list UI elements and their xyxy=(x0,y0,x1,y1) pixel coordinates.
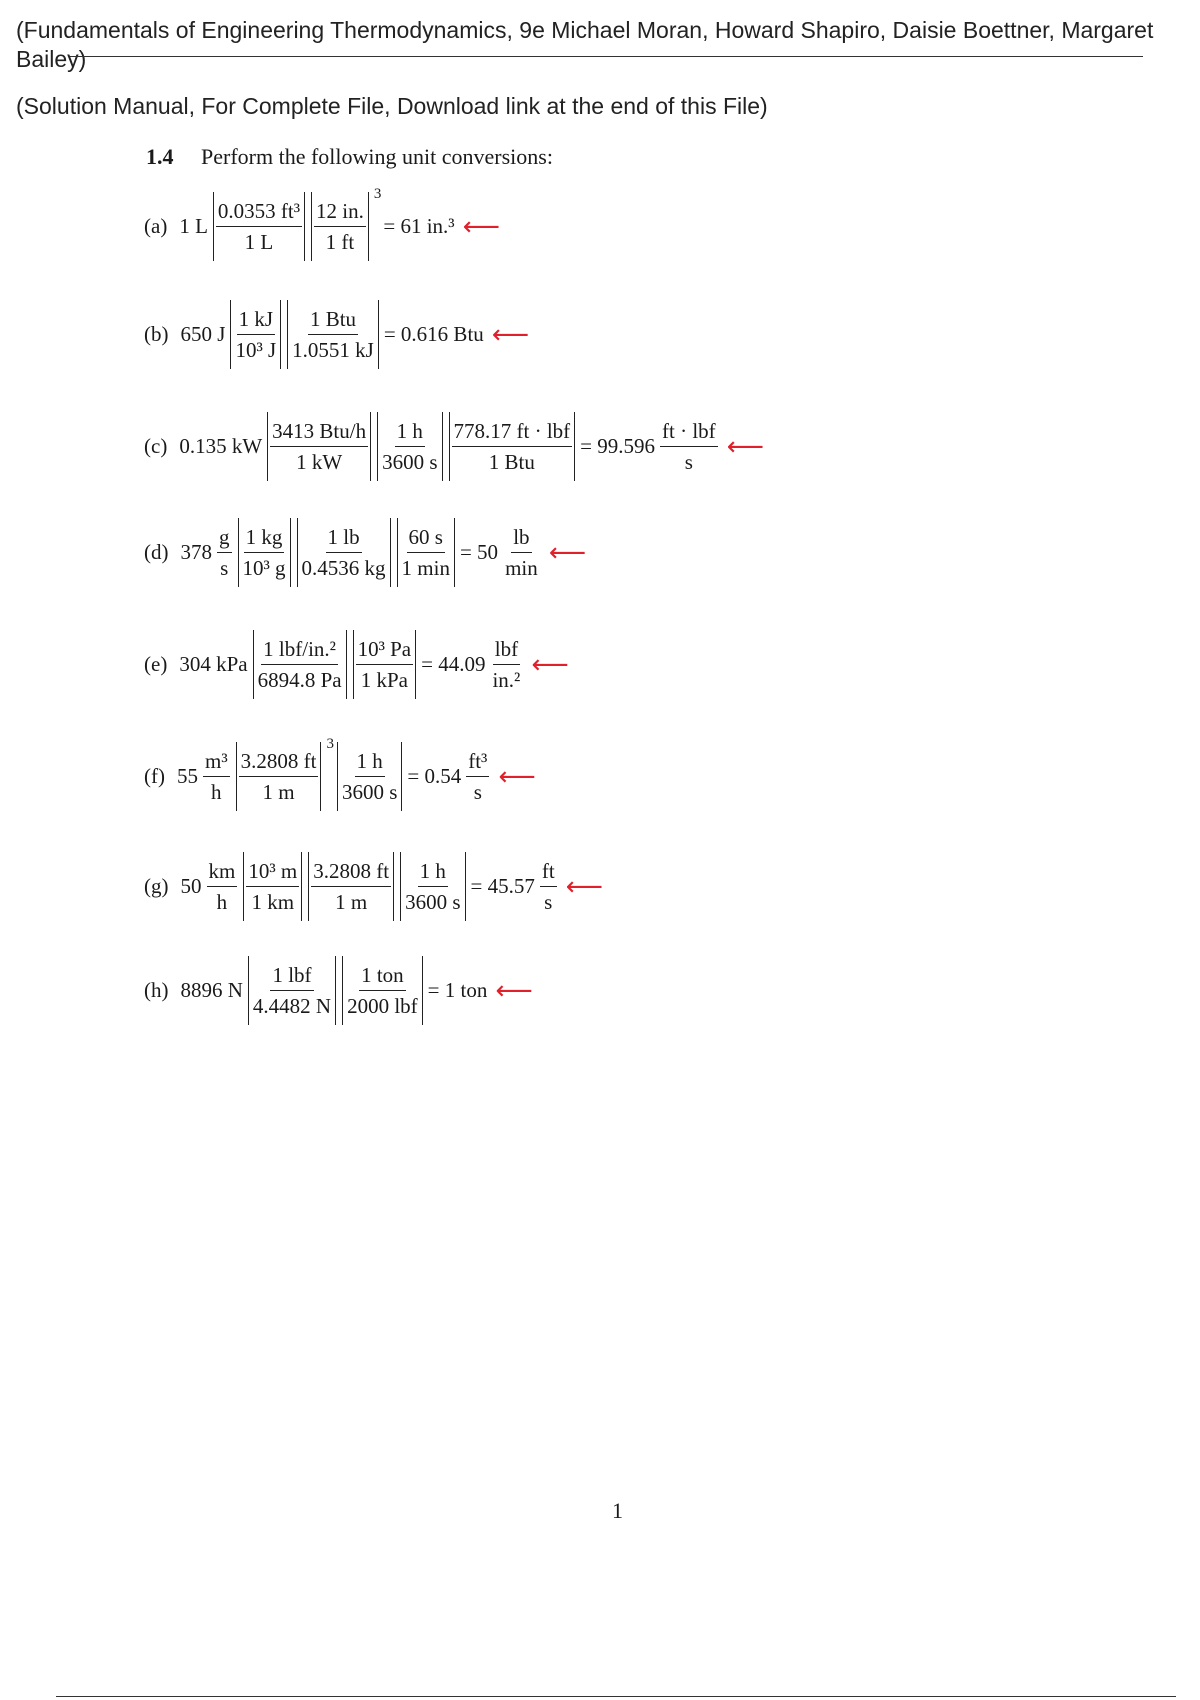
given-quantity: 8896 N xyxy=(180,978,243,1002)
factor-denominator: 1 m xyxy=(262,780,295,804)
given-quantity: 650 J xyxy=(180,322,226,346)
factor-denominator: 1 m xyxy=(335,890,368,914)
conversion-factor xyxy=(337,742,402,811)
conversion-factor xyxy=(230,300,281,369)
result-unit xyxy=(660,416,718,477)
result-unit xyxy=(503,522,540,583)
part-label: (f) xyxy=(144,764,165,788)
solution-manual-note: (Solution Manual, For Complete File, Download link at the end of this File) xyxy=(16,93,768,119)
factor-numerator: 1 kg xyxy=(244,522,285,553)
part-label: (h) xyxy=(144,978,169,1002)
part-label: (b) xyxy=(144,322,169,346)
factor-numerator: 3.2808 ft xyxy=(311,856,391,887)
unit-denominator: min xyxy=(505,556,538,580)
unit-denominator: s xyxy=(684,450,693,474)
conversion-factor xyxy=(397,518,455,587)
part-label: (e) xyxy=(144,652,168,676)
factor-denominator: 10³ g xyxy=(242,556,286,580)
conversion-factor xyxy=(238,518,291,587)
conversion-factor xyxy=(213,192,305,261)
answer-arrow-icon: ⟵ xyxy=(498,761,536,792)
document-header-line2: Bailey) xyxy=(16,46,87,72)
conversion-factor xyxy=(400,852,465,921)
conversion-f xyxy=(144,736,536,811)
factor-denominator: 3600 s xyxy=(405,890,461,914)
result-value: = 45.57 xyxy=(470,874,535,898)
conversion-factor xyxy=(342,956,423,1025)
conversion-factor xyxy=(353,630,417,699)
factor-numerator: 0.0353 ft³ xyxy=(216,196,302,227)
answer-arrow-icon: ⟵ xyxy=(462,211,500,242)
part-label: (g) xyxy=(144,874,169,898)
page-number: 1 xyxy=(612,1498,623,1523)
conversion-g xyxy=(144,852,603,921)
unit-denominator: s xyxy=(473,780,482,804)
result-value: = 44.09 xyxy=(421,652,486,676)
conversion-a xyxy=(144,186,500,261)
answer-arrow-icon: ⟵ xyxy=(495,975,533,1006)
answer-arrow-icon: ⟵ xyxy=(565,871,603,902)
problem-heading xyxy=(146,144,553,170)
unit-numerator: ft · lbf xyxy=(660,416,718,447)
factor-denominator: 10³ J xyxy=(235,338,277,362)
given-unit xyxy=(217,522,232,583)
factor-numerator: 1 h xyxy=(395,416,425,447)
result-unit xyxy=(466,746,489,807)
conversion-factor xyxy=(449,412,576,481)
factor-numerator: 1 Btu xyxy=(308,304,358,335)
result-value: = 0.54 xyxy=(407,764,462,788)
unit-numerator: g xyxy=(217,522,232,553)
factor-denominator: 1 Btu xyxy=(488,450,535,474)
unit-numerator: lb xyxy=(511,522,531,553)
header-rule xyxy=(70,56,1143,57)
result-value: = 50 xyxy=(459,540,499,564)
unit-denominator: in.² xyxy=(492,668,521,692)
factor-denominator: 2000 lbf xyxy=(347,994,418,1018)
given-quantity: 378 xyxy=(180,540,212,564)
conversion-factor xyxy=(377,412,442,481)
unit-denominator: s xyxy=(544,890,553,914)
footer-rule xyxy=(56,1696,1176,1697)
cubed-factor-group xyxy=(308,186,382,261)
conversion-factor xyxy=(253,630,347,699)
unit-denominator: h xyxy=(216,890,228,914)
conversion-d xyxy=(144,518,586,587)
factor-numerator: 1 lb xyxy=(326,522,362,553)
conversion-factor xyxy=(243,852,302,921)
factor-numerator: 1 ton xyxy=(359,960,406,991)
result-value: = 61 in.³ xyxy=(383,214,455,238)
conversion-factor xyxy=(236,742,322,811)
unit-denominator: h xyxy=(211,780,222,804)
conversion-factor xyxy=(297,518,391,587)
unit-numerator: lbf xyxy=(493,634,520,665)
conversion-factor xyxy=(308,852,394,921)
given-quantity: 304 kPa xyxy=(179,652,248,676)
unit-numerator: m³ xyxy=(203,746,230,777)
factor-numerator: 10³ Pa xyxy=(356,634,414,665)
factor-denominator: 0.4536 kg xyxy=(301,556,386,580)
factor-numerator: 3413 Btu/h xyxy=(270,416,368,447)
given-unit xyxy=(207,856,238,917)
given-unit xyxy=(203,746,230,807)
result-value: = 1 ton xyxy=(427,978,488,1002)
cubed-factor-group xyxy=(233,736,334,811)
factor-numerator: 1 h xyxy=(418,856,448,887)
conversion-h xyxy=(144,956,533,1025)
factor-numerator: 10³ m xyxy=(246,856,299,887)
conversion-c xyxy=(144,412,764,481)
conversion-factor xyxy=(248,956,336,1025)
result-unit xyxy=(540,856,557,917)
factor-denominator: 1.0551 kJ xyxy=(292,338,374,362)
factor-denominator: 1 kPa xyxy=(360,668,408,692)
result-value: = 99.596 xyxy=(580,434,656,458)
factor-denominator: 6894.8 Pa xyxy=(257,668,342,692)
answer-arrow-icon: ⟵ xyxy=(548,537,587,568)
factor-numerator: 3.2808 ft xyxy=(239,746,319,777)
answer-arrow-icon: ⟵ xyxy=(491,319,530,350)
given-quantity: 55 xyxy=(176,764,198,788)
unit-numerator: ft xyxy=(540,856,557,887)
unit-numerator: km xyxy=(207,856,238,887)
factor-denominator: 3600 s xyxy=(341,780,398,804)
part-label: (a) xyxy=(144,214,168,238)
factor-numerator: 60 s xyxy=(407,522,445,553)
answer-arrow-icon: ⟵ xyxy=(531,649,569,680)
given-quantity: 50 xyxy=(180,874,202,898)
document-header-line1: (Fundamentals of Engineering Thermodynamics, 9e Michael Moran, Howard Shapiro, Daisie Boettner, Margaret xyxy=(16,17,1154,43)
answer-arrow-icon: ⟵ xyxy=(726,431,764,462)
conversion-b xyxy=(144,300,529,369)
unit-denominator: s xyxy=(220,556,229,580)
conversion-factor xyxy=(311,192,369,261)
factor-numerator: 1 lbf/in.² xyxy=(261,634,338,665)
given-quantity: 0.135 kW xyxy=(179,434,263,458)
factor-denominator: 1 L xyxy=(244,230,274,254)
exponent: 3 xyxy=(326,736,334,752)
factor-denominator: 1 km xyxy=(251,890,295,914)
result-value: = 0.616 Btu xyxy=(383,322,484,346)
given-quantity: 1 L xyxy=(179,214,208,238)
factor-numerator: 12 in. xyxy=(314,196,366,227)
conversion-factor xyxy=(287,300,379,369)
conversion-factor xyxy=(267,412,371,481)
exponent: 3 xyxy=(373,186,382,202)
factor-numerator: 1 h xyxy=(355,746,385,777)
factor-denominator: 1 ft xyxy=(325,230,355,254)
factor-denominator: 1 kW xyxy=(296,450,343,474)
result-unit xyxy=(490,634,522,695)
factor-denominator: 3600 s xyxy=(382,450,438,474)
unit-numerator: ft³ xyxy=(466,746,489,777)
factor-denominator: 1 min xyxy=(401,556,450,580)
factor-numerator: 1 kJ xyxy=(237,304,275,335)
part-label: (c) xyxy=(144,434,168,458)
factor-denominator: 4.4482 N xyxy=(252,994,332,1018)
part-label: (d) xyxy=(144,540,169,564)
problem-statement: Perform the following unit conversions: xyxy=(201,144,553,169)
conversion-e xyxy=(144,630,569,699)
problem-number: 1.4 xyxy=(146,144,174,169)
factor-numerator: 1 lbf xyxy=(270,960,313,991)
factor-numerator: 778.17 ft · lbf xyxy=(452,416,573,447)
